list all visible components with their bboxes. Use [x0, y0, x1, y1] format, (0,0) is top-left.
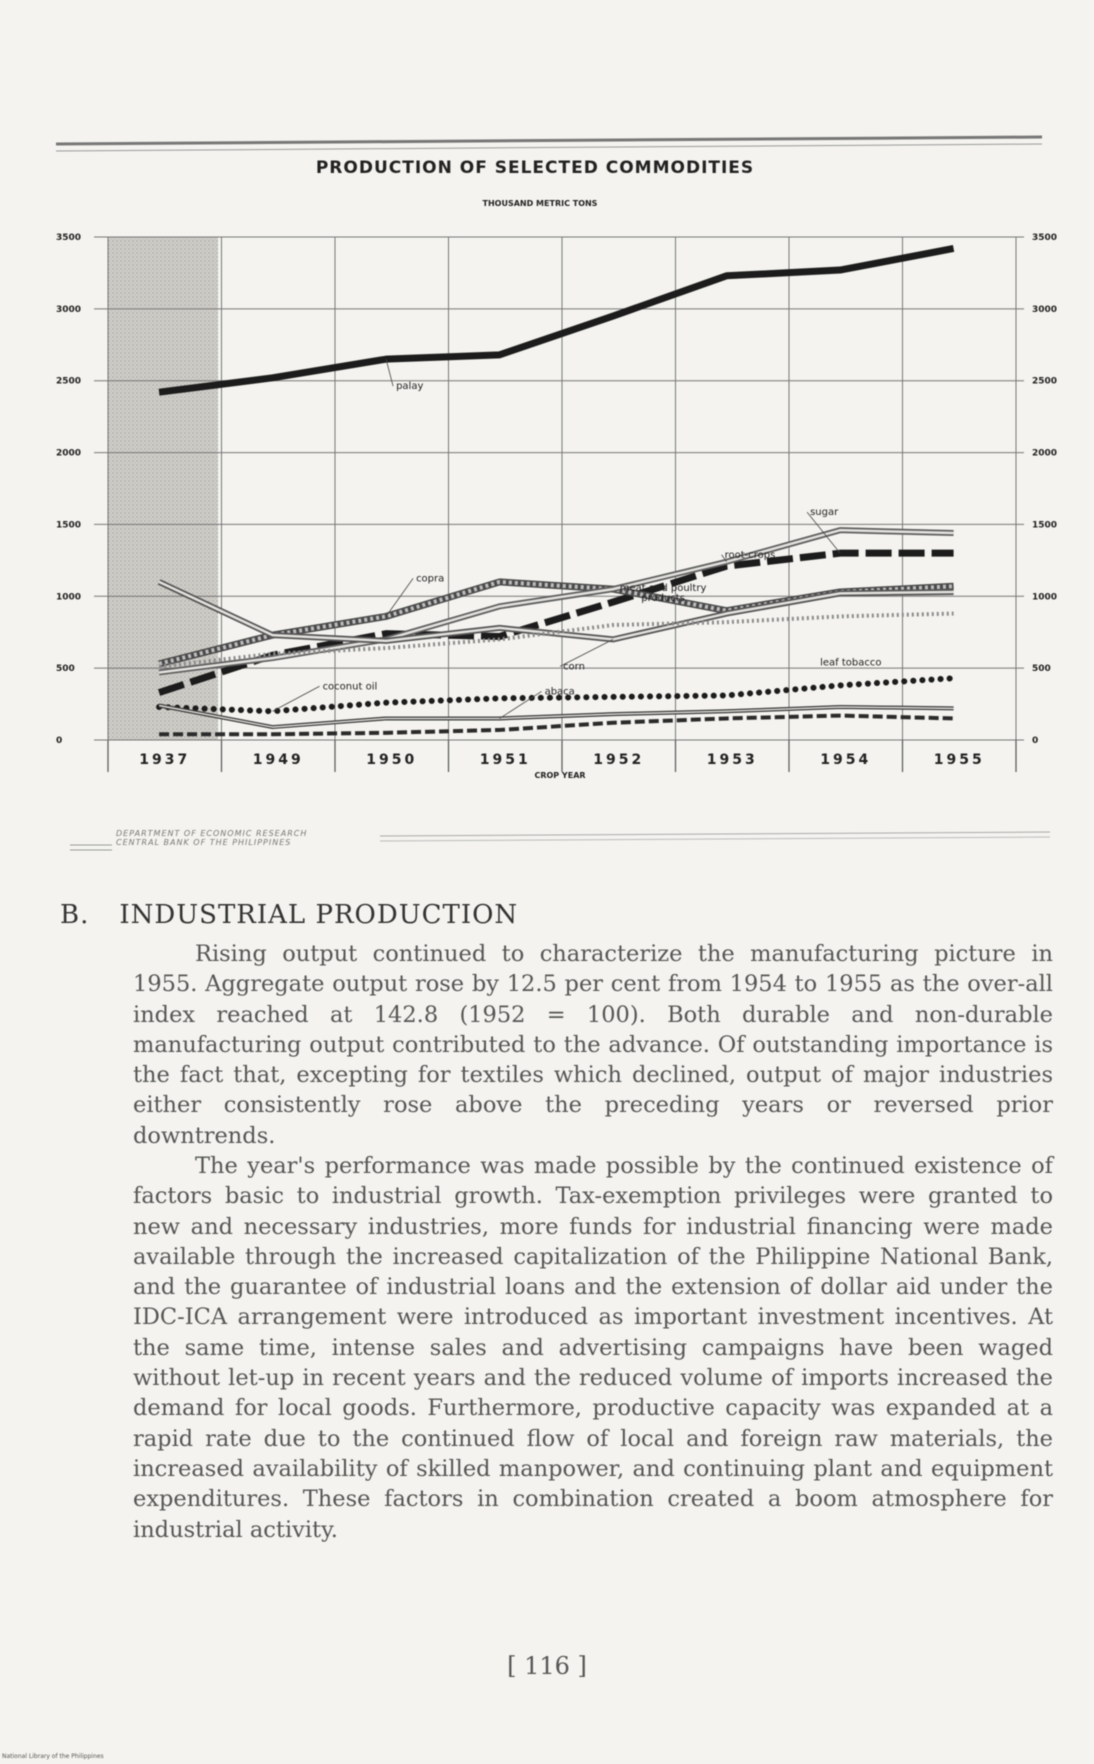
x-tick-1954: 1954 — [820, 752, 872, 768]
chart-source-note — [116, 829, 307, 847]
top-rule-thin — [56, 144, 1042, 151]
series-line-sugar — [159, 553, 954, 692]
y-tick-left-0: 0 — [56, 736, 63, 746]
x-tick-1950: 1950 — [366, 752, 418, 768]
series-line-palay — [159, 248, 954, 392]
chart-annotations — [273, 359, 882, 718]
y-tick-left-2500: 2500 — [56, 376, 82, 387]
label-sugar: sugar — [810, 507, 839, 519]
x-tick-1949: 1949 — [252, 752, 304, 768]
y-tick-right-0: 0 — [1032, 736, 1039, 746]
library-credit: National Library of the Philippines — [2, 1753, 104, 1760]
y-tick-right-2000: 2000 — [1032, 448, 1058, 459]
chart-subtitle: THOUSAND METRIC TONS — [482, 199, 598, 208]
label-corn: corn — [563, 661, 585, 673]
label-coconut-oil: coconut oil — [322, 681, 378, 693]
leader-abaca — [500, 691, 542, 718]
y-tick-right-3000: 3000 — [1032, 304, 1058, 315]
section-title: INDUSTRIAL PRODUCTION — [119, 900, 519, 930]
section-heading — [60, 900, 518, 930]
y-tick-left-3000: 3000 — [56, 304, 82, 315]
bottom-rule-2 — [380, 837, 1050, 841]
y-tick-right-500: 500 — [1032, 664, 1051, 675]
y-tick-left-1000: 1000 — [56, 592, 82, 603]
top-rule — [56, 137, 1042, 144]
leader-palay — [386, 359, 393, 386]
source-line-1: DEPARTMENT OF ECONOMIC RESEARCH — [116, 829, 308, 838]
y-tick-right-1000: 1000 — [1032, 592, 1058, 603]
label-root-crops: root-crops — [724, 549, 776, 561]
label-palay: palay — [396, 381, 424, 393]
label-meat-and-poultry-line-1: meat and poultry — [619, 583, 707, 595]
y-tick-right-3500: 3500 — [1032, 233, 1058, 243]
y-tick-right-1500: 1500 — [1032, 520, 1058, 531]
x-tick-1937: 1937 — [139, 752, 191, 768]
x-tick-1952: 1952 — [593, 752, 645, 768]
source-line-2: CENTRAL BANK OF THE PHILIPPINES — [116, 838, 292, 847]
series-palay — [159, 248, 954, 392]
y-tick-left-3500: 3500 — [56, 233, 82, 243]
x-axis-title: CROP YEAR — [534, 771, 586, 780]
y-tick-left-2000: 2000 — [56, 448, 82, 459]
commodities-chart — [0, 0, 1094, 860]
paragraph-1: Rising output continued to characterize the manufacturing picture in 1955. Aggregate output rose by 12.5 per cent from 1954 to 1955 as the over-all index reached at 142.8 (1952 = 100). Both durable and non-durable manufacturing output contributed to the advance. Of outstanding importance is the fact that, excepting for textiles which declined, output of major industries either consistently rose above the preceding years or reversed prior downtrends. — [133, 941, 1053, 1149]
page-number: [ 116 ] — [507, 1652, 587, 1680]
chart-title: PRODUCTION OF SELECTED COMMODITIES — [315, 158, 755, 178]
y-tick-left-1500: 1500 — [56, 520, 82, 531]
x-tick-1953: 1953 — [706, 752, 758, 768]
bottom-rule — [380, 832, 1050, 836]
series-sugar — [159, 553, 954, 692]
x-tick-1955: 1955 — [933, 752, 985, 768]
y-tick-left-500: 500 — [56, 664, 75, 675]
label-leaf-tobacco: leaf tobacco — [820, 657, 882, 669]
label-abaca: abaca — [544, 686, 575, 698]
section-letter: B. — [60, 900, 90, 930]
paragraph-2: The year's performance was made possible by the continued existence of factors basic to industrial growth. Tax-exemption privileges were granted to new and necessary industries, more funds for industrial financing were made available through the increased capitalization of the Philippine National Bank, and the guarantee of industrial loans and the extension of dollar aid under the IDC-ICA arrangement were introduced as important investment incentives. At the same time, intense sales and advertising campaigns have been waged without let-up in recent years and the reduced volume of imports increased the demand for local goods. Furthermore, productive capacity was expanded at a rapid rate due to the continued flow of local and foreign raw materials, the increased availability of skilled manpower, and continuing plant and equipment expenditures. These factors in combination created a boom atmosphere for industrial activity. — [133, 1153, 1053, 1543]
label-copra: copra — [416, 573, 445, 585]
label-meat-and-poultry-line-2: products — [641, 593, 685, 605]
y-tick-right-2500: 2500 — [1032, 376, 1058, 387]
x-tick-1951: 1951 — [479, 752, 531, 768]
